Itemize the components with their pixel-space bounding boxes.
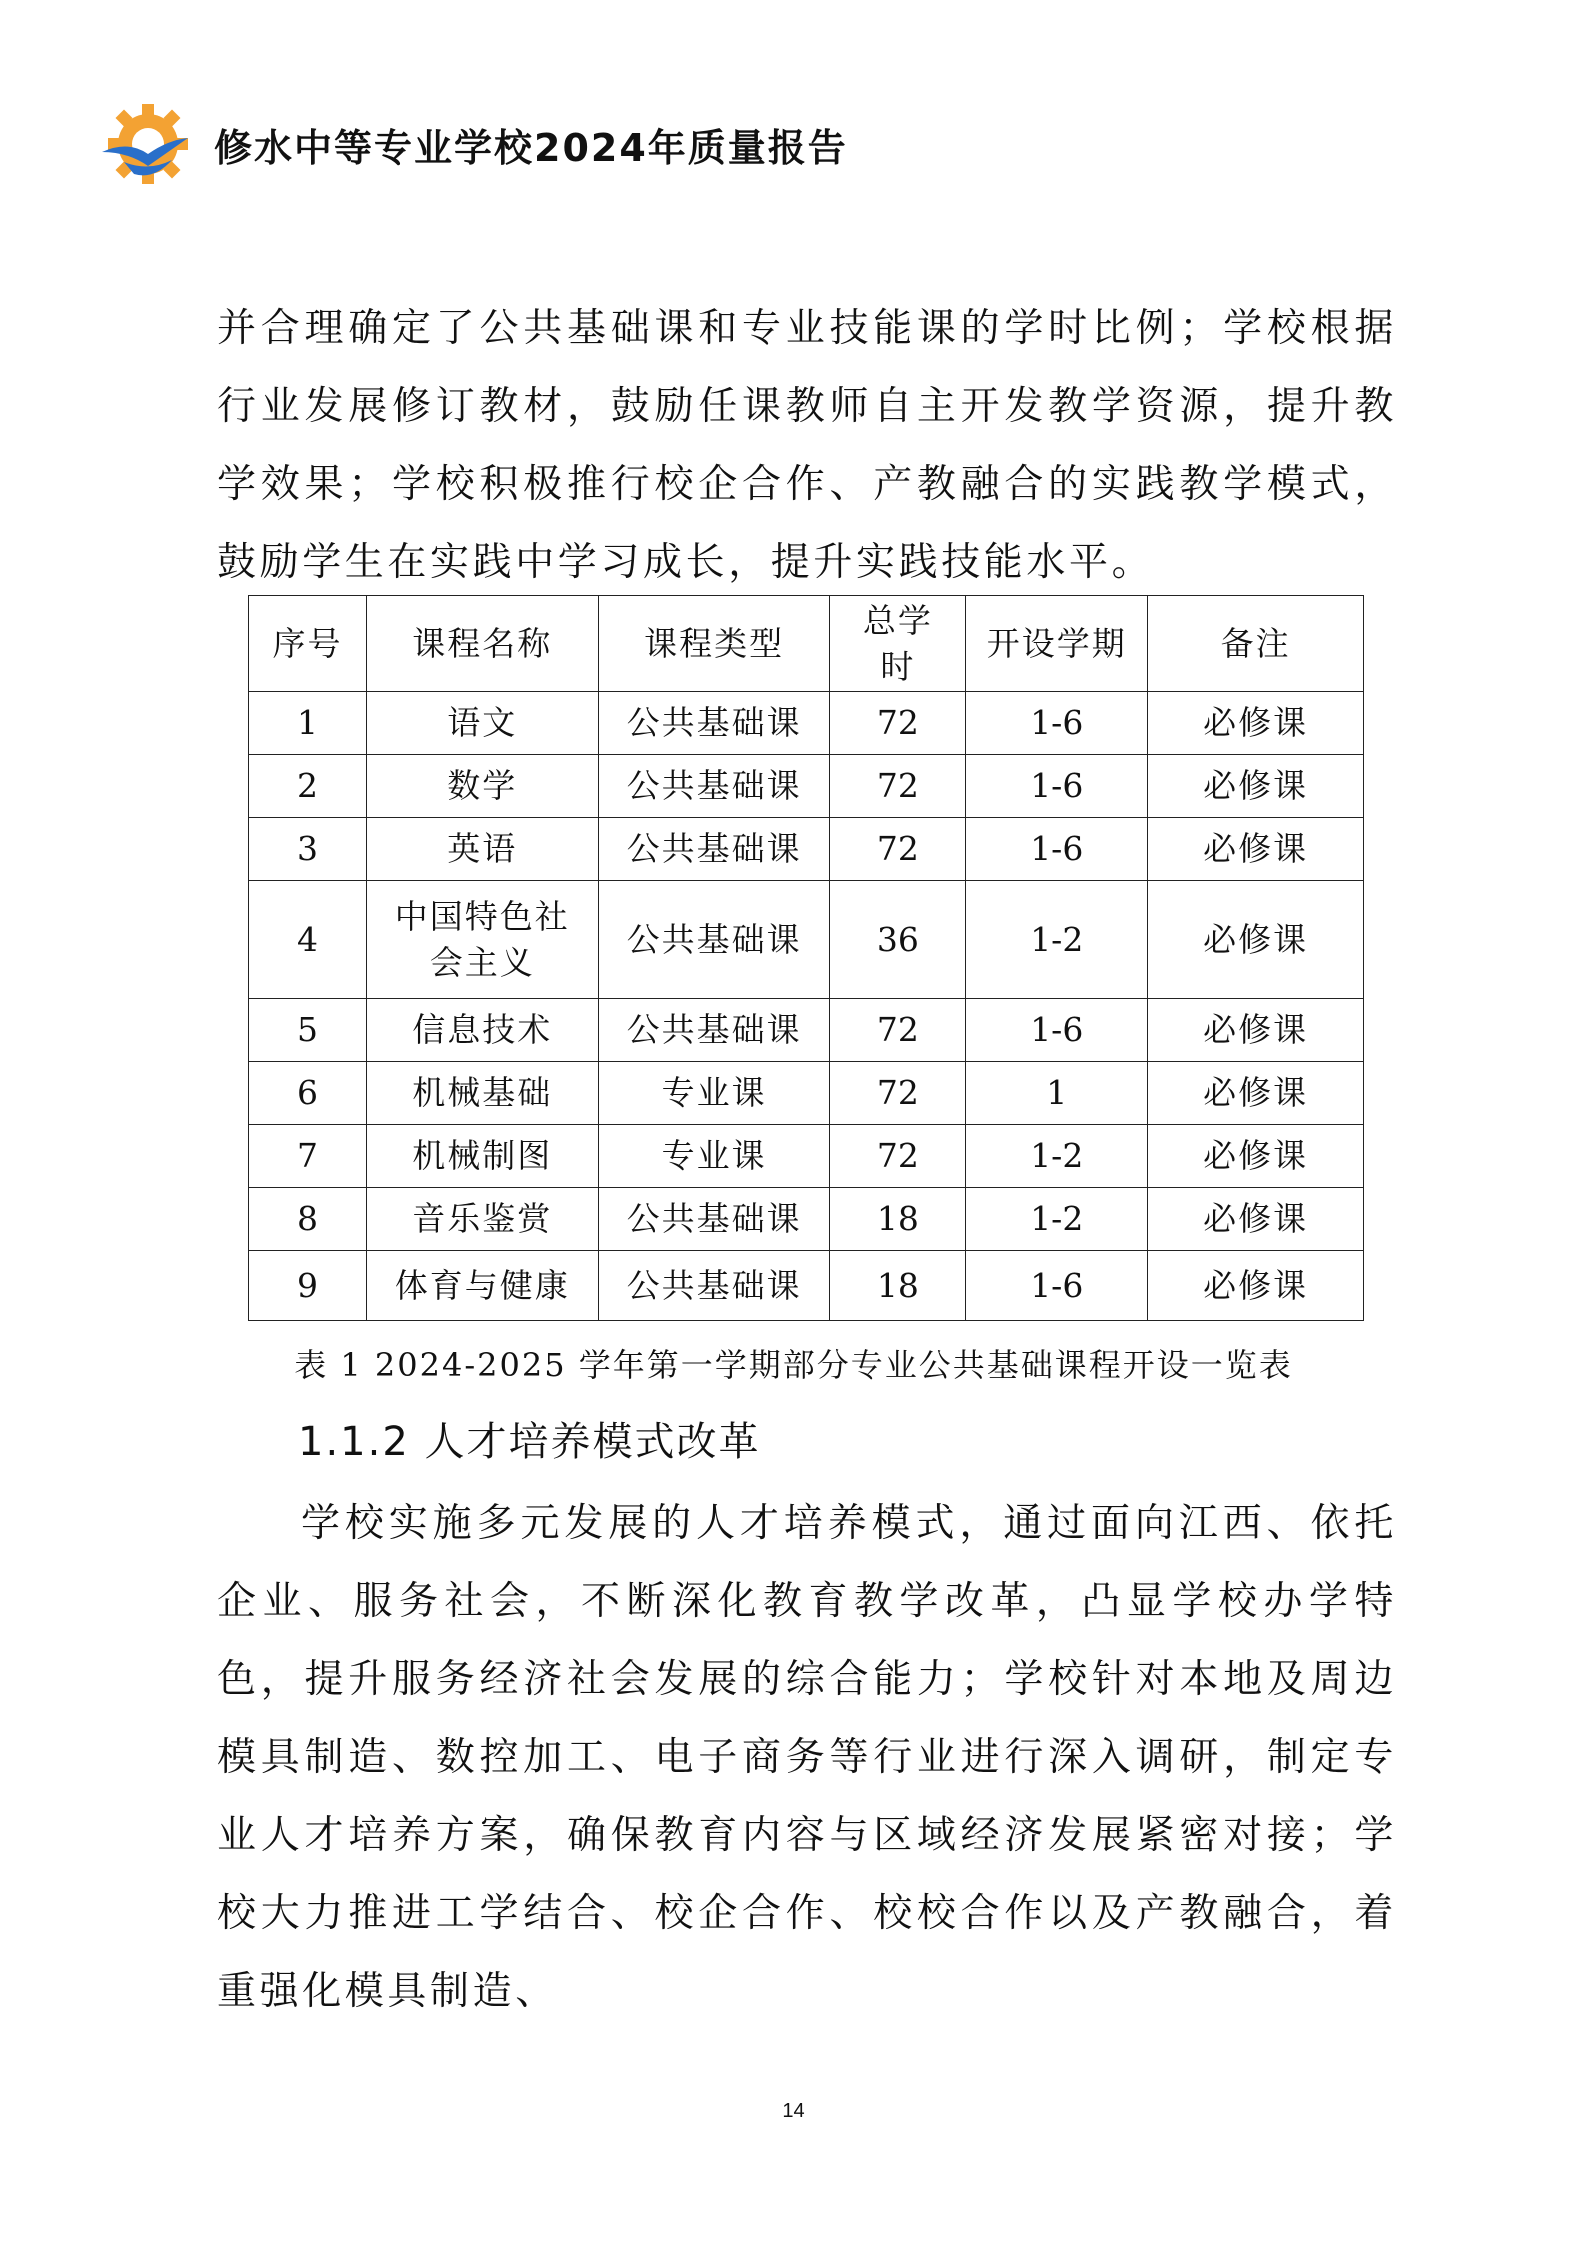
table-cell: 2 [249,755,367,818]
table-cell: 语文 [366,692,598,755]
table-cell: 公共基础课 [598,1251,830,1321]
table-row [249,999,1364,1062]
header-cell: 课程类型 [598,596,830,692]
table-row [249,692,1364,755]
table-cell: 5 [249,999,367,1062]
table-row [249,881,1364,999]
table-cell: 体育与健康 [366,1251,598,1321]
table-cell: 36 [830,881,966,999]
table-cell: 72 [830,1125,966,1188]
table-cell: 1-6 [966,999,1148,1062]
table-cell: 公共基础课 [598,881,830,999]
header-cell: 开设学期 [966,596,1148,692]
table-cell: 公共基础课 [598,692,830,755]
table-cell: 72 [830,1062,966,1125]
table-row [249,1188,1364,1251]
table-header-row [249,596,1364,692]
table-cell: 1-6 [966,1251,1148,1321]
table-cell: 1-6 [966,692,1148,755]
table-cell: 18 [830,1251,966,1321]
header-cell: 课程名称 [366,596,598,692]
table-cell: 必修课 [1148,692,1364,755]
table-row [249,818,1364,881]
table-cell: 信息技术 [366,999,598,1062]
table-cell: 1-2 [966,881,1148,999]
table-cell: 18 [830,1188,966,1251]
table-cell: 必修课 [1148,818,1364,881]
table-row [249,1125,1364,1188]
table-row [249,1251,1364,1321]
table-cell: 机械制图 [366,1125,598,1188]
school-logo-icon [98,100,190,188]
table-cell: 音乐鉴赏 [366,1188,598,1251]
table-cell: 72 [830,692,966,755]
table-cell: 必修课 [1148,1062,1364,1125]
table-cell: 专业课 [598,1125,830,1188]
table-cell: 1 [249,692,367,755]
table-cell: 公共基础课 [598,755,830,818]
table-cell: 必修课 [1148,1251,1364,1321]
table-cell: 必修课 [1148,755,1364,818]
table-cell: 必修课 [1148,881,1364,999]
table-cell: 7 [249,1125,367,1188]
table-cell: 1-6 [966,818,1148,881]
report-title: 修水中等专业学校2024年质量报告 [214,125,848,170]
table-cell: 公共基础课 [598,1188,830,1251]
table-cell: 9 [249,1251,367,1321]
table-row [249,1062,1364,1125]
table-row [249,755,1364,818]
table-cell: 1-2 [966,1125,1148,1188]
table-cell: 72 [830,755,966,818]
header-cell: 总学时 [830,596,966,692]
table-cell: 1 [966,1062,1148,1125]
table-caption: 表 1 2024-2025 学年第一学期部分专业公共基础课程开设一览表 [294,1346,1293,1384]
table-cell: 4 [249,881,367,999]
course-table [248,595,1364,1321]
header-cell: 备注 [1148,596,1364,692]
table-cell: 1-2 [966,1188,1148,1251]
table-cell: 3 [249,818,367,881]
section-heading: 1.1.2 人才培养模式改革 [298,1419,761,1465]
table-cell: 机械基础 [366,1062,598,1125]
table-cell: 6 [249,1062,367,1125]
table-cell: 专业课 [598,1062,830,1125]
table-cell: 72 [830,818,966,881]
page-number: 14 [782,2100,805,2122]
table-cell: 8 [249,1188,367,1251]
table-cell: 中国特色社会主义 [366,881,598,999]
header-cell: 序号 [249,596,367,692]
body-paragraph: 并合理确定了公共基础课和专业技能课的学时比例；学校根据行业发展修订教材，鼓励任课教师自主开发教学资源，提升教学效果；学校积极推行校企合作、产教融合的实践教学模式，鼓励学生在实践中学习成长，提升实践技能水平。 [217,306,1397,585]
table-cell: 公共基础课 [598,999,830,1062]
table-cell: 必修课 [1148,999,1364,1062]
table-cell: 公共基础课 [598,818,830,881]
table-cell: 必修课 [1148,1188,1364,1251]
table-cell: 1-6 [966,755,1148,818]
table-cell: 数学 [366,755,598,818]
table-cell: 必修课 [1148,1125,1364,1188]
table-cell: 英语 [366,818,598,881]
body-paragraph: 学校实施多元发展的人才培养模式，通过面向江西、依托企业、服务社会，不断深化教育教学改革，凸显学校办学特色，提升服务经济社会发展的综合能力；学校针对本地及周边模具制造、数控加工、电子商务等行业进行深入调研，制定专业人才培养方案，确保教育内容与区域经济发展紧密对接；学校大力推进工学结合、校企合作、校校合作以及产教融合，着重强化模具制造、 [217,1501,1397,2014]
table-cell: 72 [830,999,966,1062]
page-header [98,100,848,188]
